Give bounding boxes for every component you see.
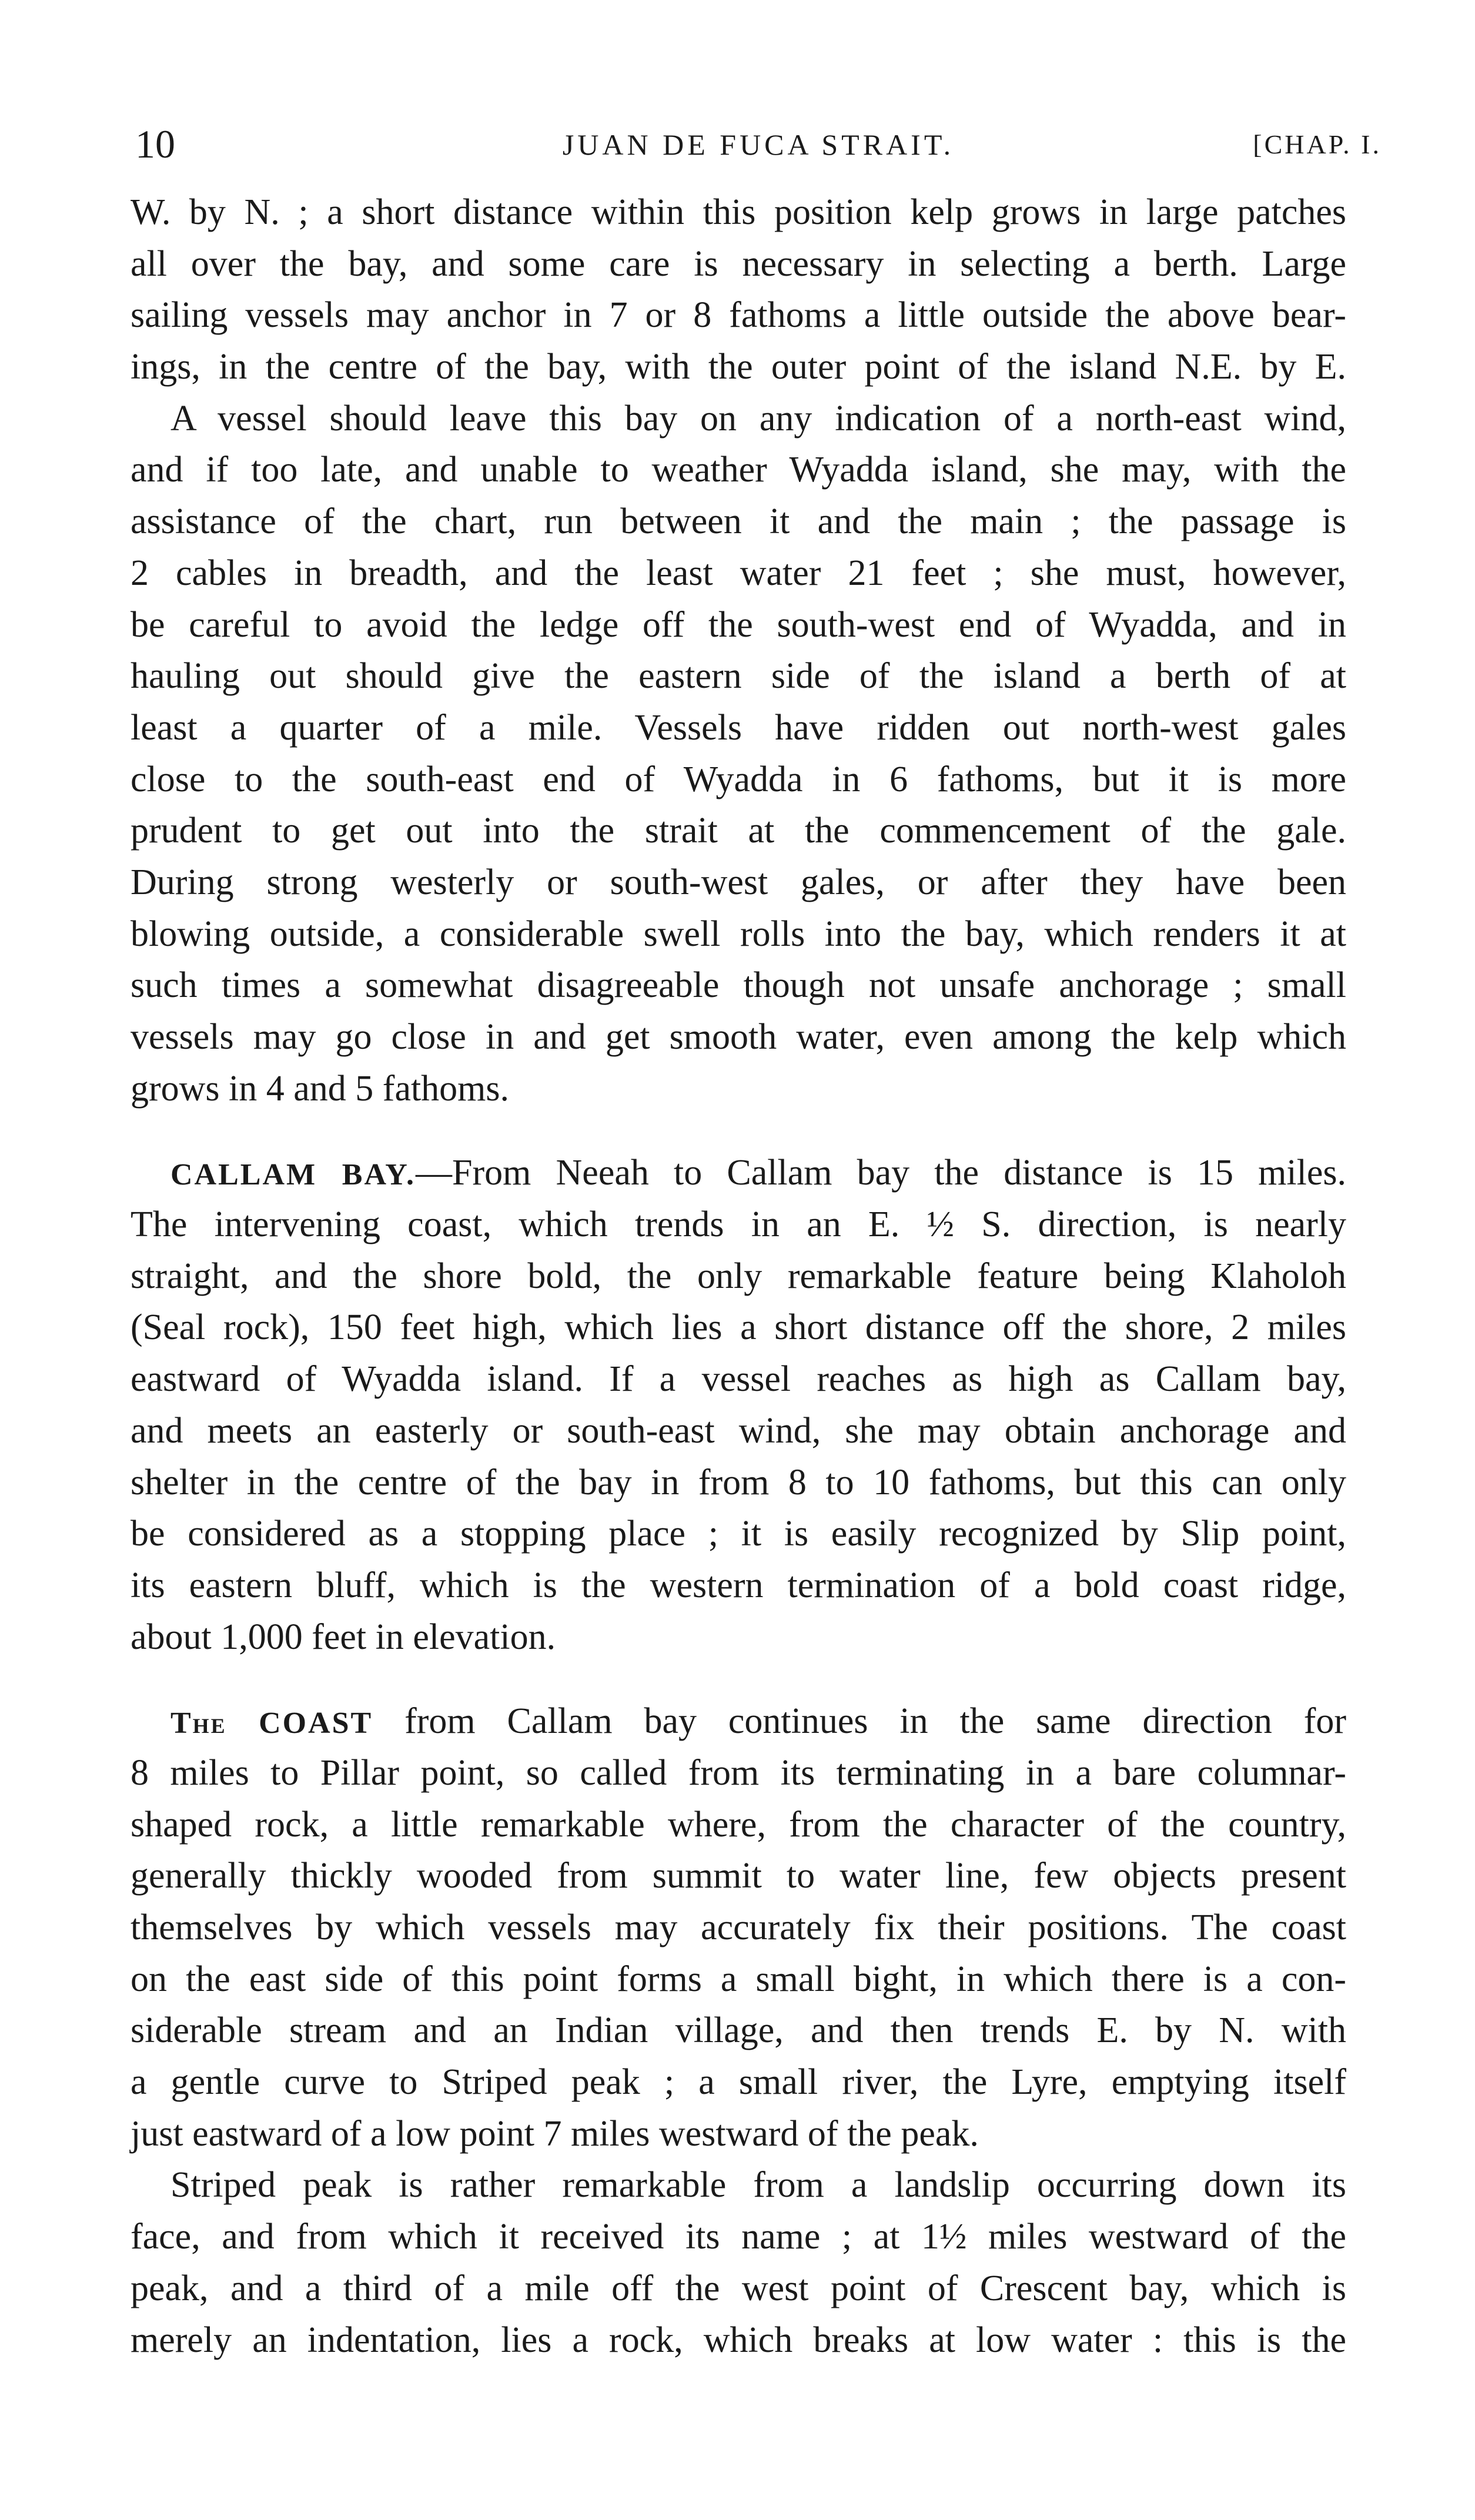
page-header <box>135 121 1382 173</box>
text-line: be careful to avoid the ledge off the south-west end of Wyadda, and in <box>131 604 1346 645</box>
text-line: blowing outside, a considerable swell rolls into the bay, which renders it at <box>131 913 1346 954</box>
text-line: prudent to get out into the strait at the commencement of the gale. <box>131 811 1346 851</box>
text-line: grows in 4 and 5 fathoms. <box>131 1068 510 1109</box>
paragraph-2 <box>131 393 1346 1115</box>
section-heading-callam-bay: CALLAM BAY. <box>170 1158 416 1192</box>
text-line: face, and from which it received its name ; at 1½ miles westward of the <box>131 2217 1346 2257</box>
text-line: and if too late, and unable to weather Wyadda island, she may, with the <box>131 450 1346 490</box>
text-line: a gentle curve to Striped peak ; a small river, the Lyre, emptying itself <box>131 2062 1346 2103</box>
text-line: vessels may go close in and get smooth water, even among the kelp which <box>131 1017 1346 1057</box>
paragraph-1 <box>131 187 1346 393</box>
text-line: close to the south-east end of Wyadda in 6 fathoms, but it is more <box>131 759 1346 799</box>
text-line: themselves by which vessels may accurately fix their positions. The coast <box>131 1907 1346 1947</box>
text-line: 2 cables in breadth, and the least water 21 feet ; she must, however, <box>131 553 1346 593</box>
text-line: just eastward of a low point 7 miles westward of the peak. <box>131 2113 979 2154</box>
text-line <box>131 1147 1346 1199</box>
running-title: JUAN DE FUCA STRAIT. <box>562 128 955 161</box>
text-line: sailing vessels may anchor in 7 or 8 fathoms a little outside the above bear- <box>131 295 1346 336</box>
text-line <box>131 1696 1346 1748</box>
text-line: on the east side of this point forms a small bight, in which there is a con- <box>131 1959 1346 1999</box>
text-line: about 1,000 feet in elevation. <box>131 1617 556 1657</box>
text-line: Striped peak is rather remarkable from a landslip occurring down its <box>170 2165 1346 2206</box>
text-line: A vessel should leave this bay on any indication of a north-east wind, <box>170 398 1346 439</box>
paragraph-striped-peak <box>131 2160 1346 2366</box>
text-line: The intervening coast, which trends in an E. ½ S. direction, is nearly <box>131 1204 1346 1245</box>
text-line: its eastern bluff, which is the western termination of a bold coast ridge, <box>131 1565 1346 1605</box>
text-line: assistance of the chart, run between it and the main ; the passage is <box>131 501 1346 542</box>
text-line: and meets an easterly or south-east wind, she may obtain anchorage and <box>131 1410 1346 1451</box>
paragraph-the-coast <box>131 1696 1346 2160</box>
text-line-rest: from Callam bay continues in the same direction for <box>373 1701 1346 1742</box>
section-gap <box>131 1663 1346 1696</box>
body-text <box>131 187 1346 2366</box>
page-number: 10 <box>135 122 175 166</box>
text-line: (Seal rock), 150 feet high, which lies a short distance off the shore, 2 miles <box>131 1307 1346 1348</box>
text-line: least a quarter of a mile. Vessels have ridden out north-west gales <box>131 707 1346 748</box>
text-line: shelter in the centre of the bay in from 8 to 10 fathoms, but this can only <box>131 1462 1346 1502</box>
text-line: peak, and a third of a mile off the west point of Crescent bay, which is <box>131 2268 1346 2308</box>
text-line: ings, in the centre of the bay, with the outer point of the island N.E. by E. <box>131 347 1346 387</box>
text-line: straight, and the shore bold, the only remarkable feature being Klaholoh <box>131 1256 1346 1296</box>
text-line: such times a somewhat disagreeable though not unsafe anchorage ; small <box>131 965 1346 1006</box>
text-line: W. by N. ; a short distance within this position kelp grows in large patches <box>131 192 1346 232</box>
text-line: siderable stream and an Indian village, and then trends E. by N. with <box>131 2010 1346 2051</box>
section-heading-the-coast: The COAST <box>170 1706 373 1741</box>
text-line: hauling out should give the eastern side of the island a berth of at <box>131 656 1346 697</box>
text-line: merely an indentation, lies a rock, which breaks at low water : this is the <box>131 2320 1346 2360</box>
text-line: shaped rock, a little remarkable where, from the character of the country, <box>131 1804 1346 1845</box>
text-line: 8 miles to Pillar point, so called from its terminating in a bare columnar- <box>131 1752 1346 1793</box>
text-line: eastward of Wyadda island. If a vessel reaches as high as Callam bay, <box>131 1359 1346 1400</box>
text-line: During strong westerly or south-west gales, or after they have been <box>131 862 1346 902</box>
text-line: all over the bay, and some care is necessary in selecting a berth. Large <box>131 243 1346 284</box>
paragraph-callam-bay <box>131 1147 1346 1663</box>
text-line: generally thickly wooded from summit to water line, few objects present <box>131 1856 1346 1896</box>
text-line-rest: —From Neeah to Callam bay the distance is 15 miles. <box>416 1153 1346 1193</box>
section-gap <box>131 1115 1346 1147</box>
text-line: be considered as a stopping place ; it is easily recognized by Slip point, <box>131 1514 1346 1554</box>
chapter-reference: [CHAP. I. <box>1253 129 1382 159</box>
